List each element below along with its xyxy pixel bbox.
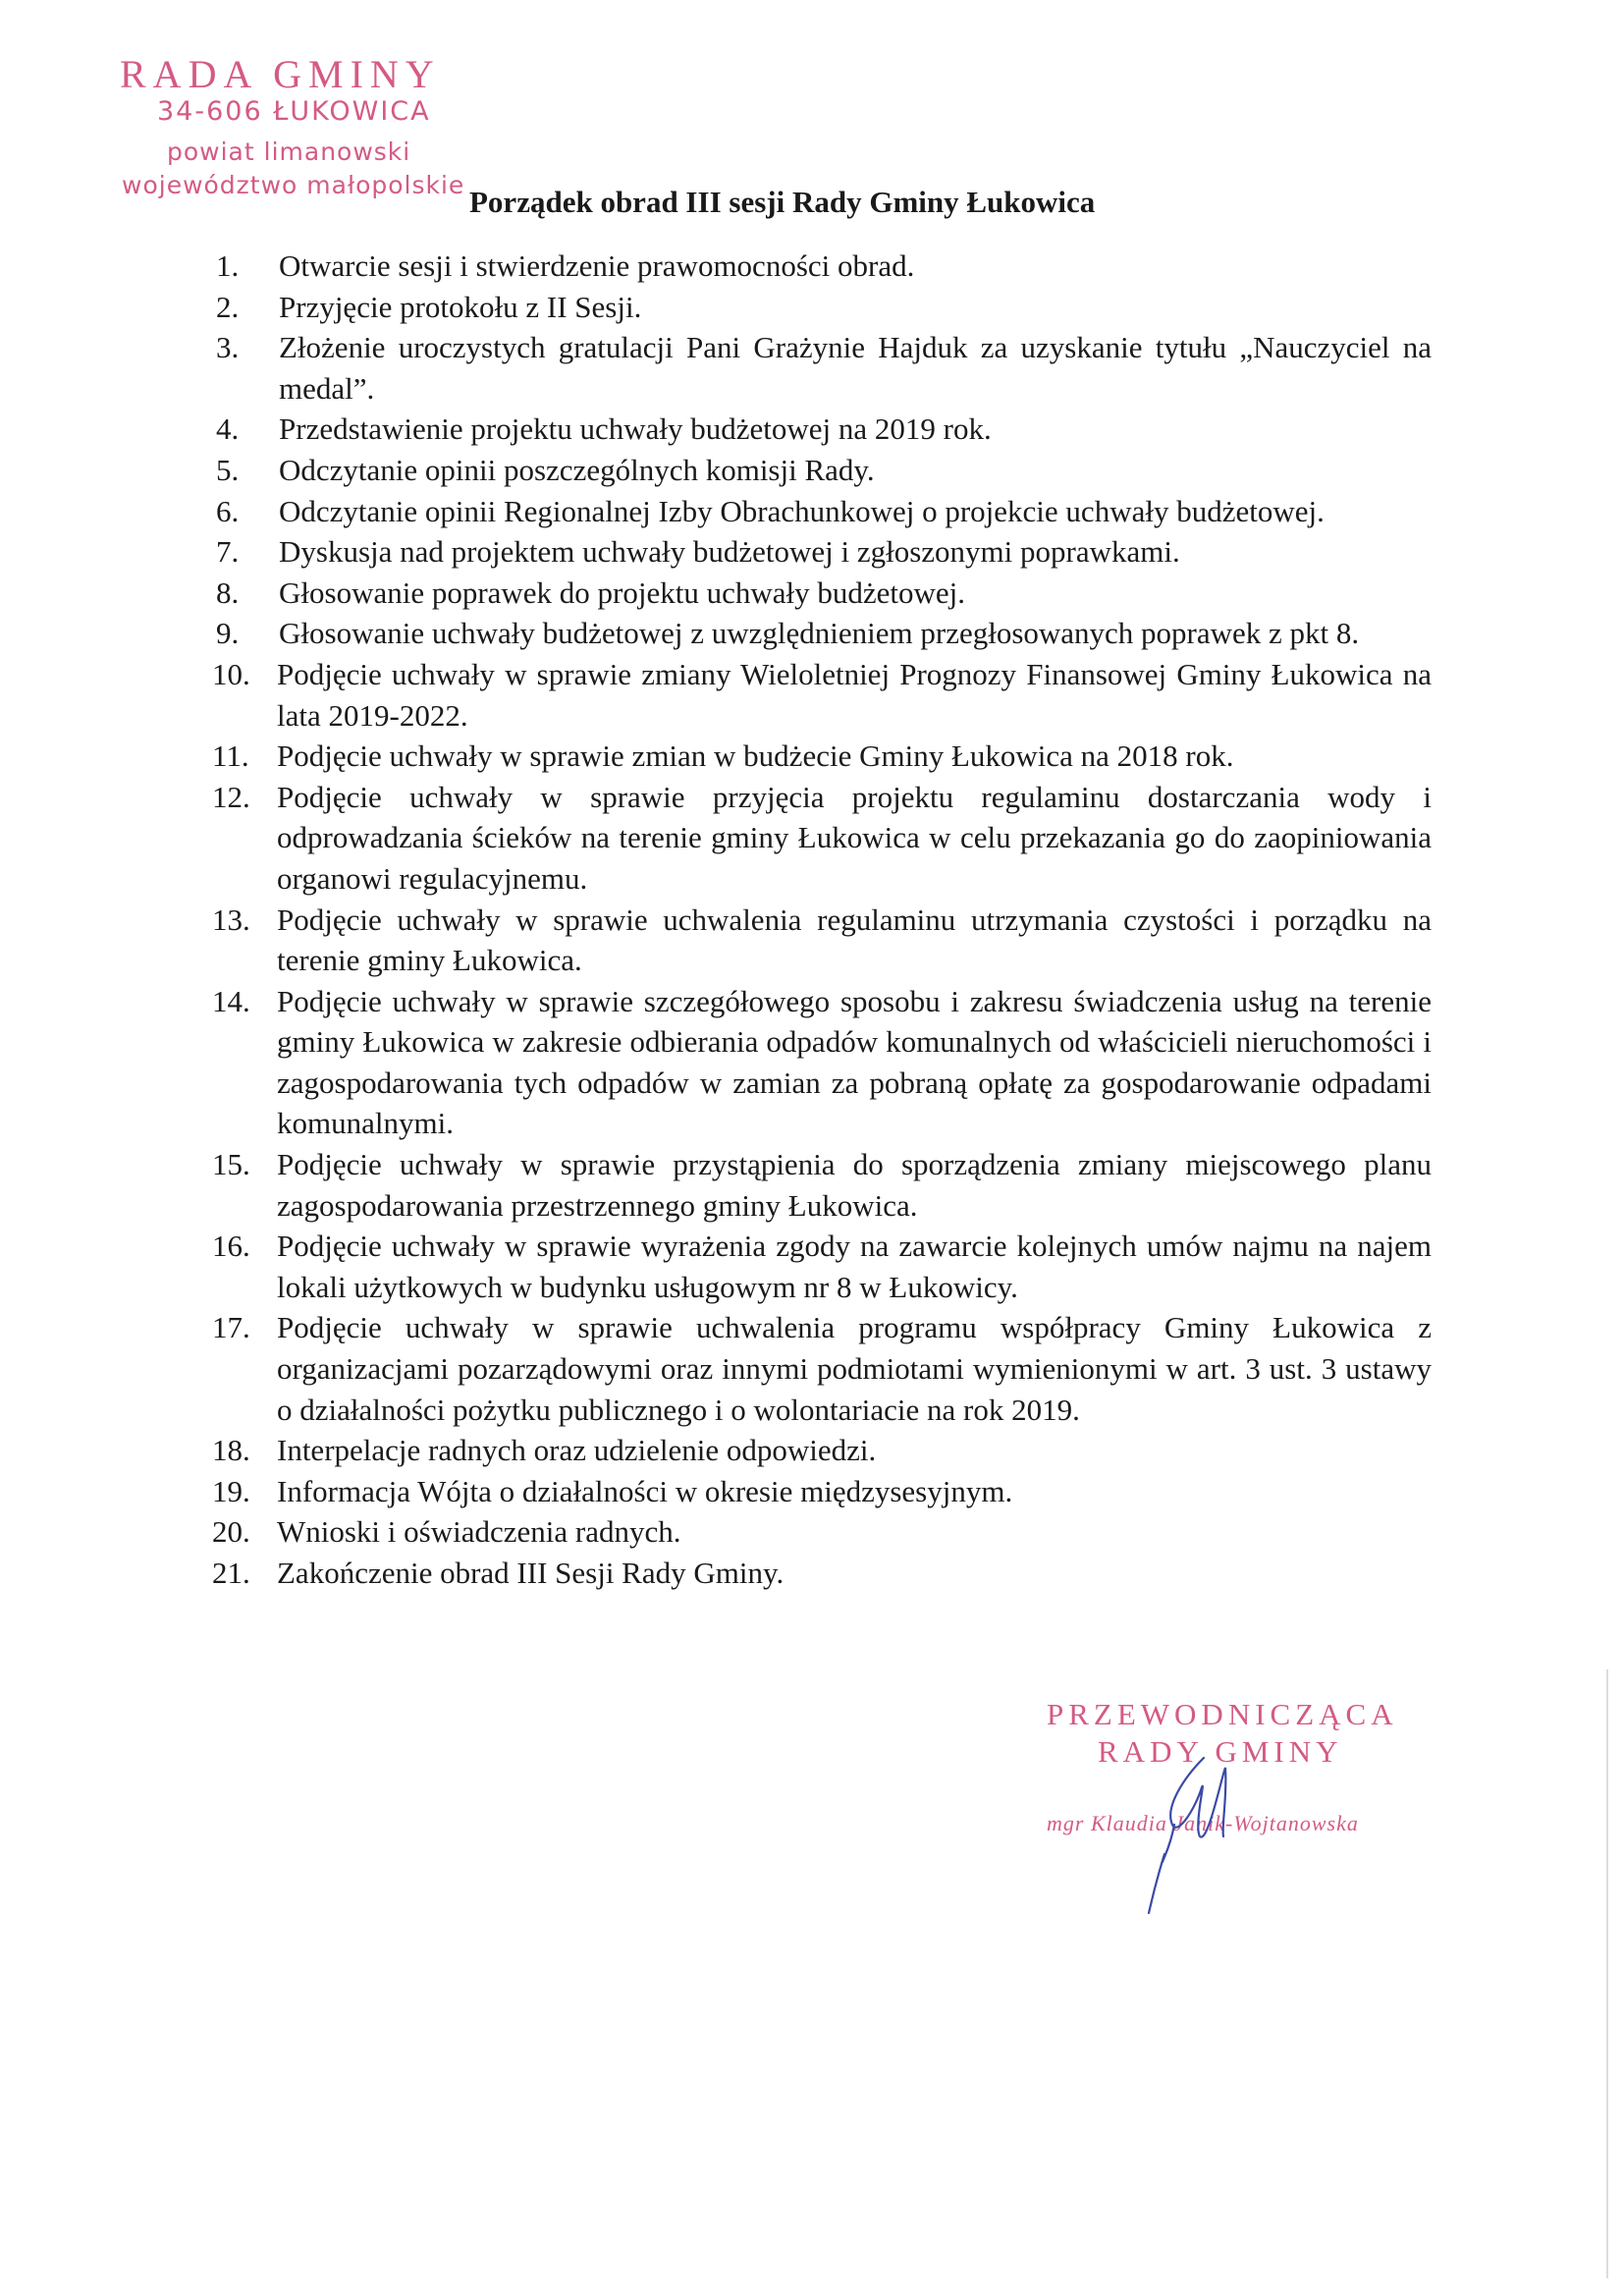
agenda-item <box>212 900 1432 981</box>
agenda-item <box>216 491 1432 532</box>
agenda-item <box>212 1511 1432 1553</box>
agenda-item-text: Głosowanie poprawek do projektu uchwały budżetowej. <box>279 574 966 610</box>
agenda-item <box>216 531 1432 573</box>
agenda-item-text: Wnioski i oświadczenia radnych. <box>277 1514 681 1550</box>
agenda-item <box>216 327 1432 409</box>
agenda-item <box>212 1553 1432 1594</box>
agenda-item-text: Interpelacje radnych oraz udzielenie odpowiedzi. <box>277 1433 877 1468</box>
agenda-item-number: 8. <box>216 574 240 610</box>
agenda-item-number: 1. <box>216 248 240 283</box>
agenda-item-number: 15. <box>212 1147 250 1182</box>
agenda-item-text: Podjęcie uchwały w sprawie zmian w budżecie Gminy Łukowica na 2018 rok. <box>277 738 1234 774</box>
agenda-item-text: Zakończenie obrad III Sesji Rady Gminy. <box>277 1556 784 1590</box>
agenda-item <box>216 613 1432 654</box>
agenda-item <box>212 736 1432 777</box>
agenda-item-number: 12. <box>212 779 250 814</box>
agenda-item-number: 10. <box>212 656 250 691</box>
agenda-item-text: Podjęcie uchwały w sprawie uchwalenia programu współpracy Gminy Łukowica z organizacjami pozarządowymi oraz innymi podmiotami wymienionymi w art. 3 ust. 3 ustawy o działalności pożytku publicznego i o wolontariacie na rok 2019. <box>277 1310 1432 1427</box>
agenda-item-text: Głosowanie uchwały budżetowej z uwzględnieniem przegłosowanych poprawek z pkt 8. <box>279 616 1360 651</box>
agenda-item <box>216 246 1432 287</box>
agenda-item <box>212 981 1432 1144</box>
stamp-line-voivodeship: województwo małopolskie <box>122 171 465 199</box>
agenda-item-text: Podjęcie uchwały w sprawie zmiany Wieloletniej Prognozy Finansowej Gminy Łukowica na lata 2019-2022. <box>277 656 1432 733</box>
agenda-item-number: 20. <box>212 1514 250 1550</box>
scan-edge <box>1606 1669 1608 2278</box>
agenda-item-number: 19. <box>212 1473 250 1508</box>
agenda-item <box>216 287 1432 328</box>
agenda-item <box>212 777 1432 900</box>
agenda-item-text: Podjęcie uchwały w sprawie przyjęcia projektu regulaminu dostarczania wody i odprowadzania ścieków na terenie gminy Łukowica w celu przekazania go do zaopiniowania organowi regulacyjnemu. <box>277 779 1432 896</box>
agenda-item-number: 3. <box>216 330 240 365</box>
agenda-item <box>212 1226 1432 1307</box>
agenda-item <box>216 450 1432 491</box>
handwritten-signature <box>1106 1738 1272 1915</box>
agenda-item <box>212 1144 1432 1226</box>
stamp-line-council: RADA GMINY <box>120 52 441 96</box>
agenda-item-text: Informacja Wójta o działalności w okresie międzysesyjnym. <box>277 1473 1013 1508</box>
agenda-item-number: 5. <box>216 452 240 487</box>
agenda-item-text: Odczytanie opinii poszczególnych komisji Rady. <box>279 452 875 487</box>
document-title: Porządek obrad III sesji Rady Gminy Łukowica <box>469 185 1096 219</box>
agenda-item <box>212 1307 1432 1430</box>
agenda-item-text: Otwarcie sesji i stwierdzenie prawomocności obrad. <box>279 248 915 283</box>
agenda-item-text: Przyjęcie protokołu z II Sesji. <box>279 289 642 324</box>
stamp-line-postcode: 34-606 ŁUKOWICA <box>157 96 431 127</box>
agenda-item-text: Przedstawienie projektu uchwały budżetowej na 2019 rok. <box>279 411 992 447</box>
agenda-item-number: 7. <box>216 534 240 570</box>
agenda-item-number: 11. <box>212 738 249 774</box>
agenda-item-number: 16. <box>212 1229 250 1264</box>
agenda-item <box>216 409 1432 450</box>
agenda-item <box>212 654 1432 736</box>
agenda-list <box>212 246 1432 1594</box>
agenda-item-number: 18. <box>212 1433 250 1468</box>
agenda-item-number: 6. <box>216 493 240 528</box>
agenda-item-number: 14. <box>212 983 250 1018</box>
agenda-item-number: 9. <box>216 616 240 651</box>
stamp-line-title: PRZEWODNICZĄCA <box>1047 1697 1398 1731</box>
stamp-line-body: RADY GMINY <box>1098 1734 1343 1769</box>
agenda-item-text: Podjęcie uchwały w sprawie przystąpienia do sporządzenia zmiany miejscowego planu zagospodarowania przestrzennego gminy Łukowica. <box>277 1147 1432 1223</box>
agenda-item <box>212 1430 1432 1471</box>
agenda-item-text: Podjęcie uchwały w sprawie szczegółowego sposobu i zakresu świadczenia usług na terenie gminy Łukowica w zakresie odbierania odpadów komunalnych od właścicieli nieruchomości i zagospodarowania tych odpadów w zamian za pobraną opłatę za gospodarowanie odpadami komunalnymi. <box>277 983 1432 1141</box>
agenda-item-number: 17. <box>212 1310 250 1345</box>
agenda-item-number: 21. <box>212 1556 250 1590</box>
agenda-item-text: Dyskusja nad projektem uchwały budżetowej i zgłoszonymi poprawkami. <box>279 534 1180 570</box>
agenda-item <box>212 1471 1432 1512</box>
agenda-item-text: Podjęcie uchwały w sprawie wyrażenia zgody na zawarcie kolejnych umów najmu na najem lokali użytkowych w budynku usługowym nr 8 w Łukowicy. <box>277 1229 1432 1304</box>
agenda-item-text: Złożenie uroczystych gratulacji Pani Grażynie Hajduk za uzyskanie tytułu „Nauczyciel na medal”. <box>279 330 1432 406</box>
agenda-item-text: Podjęcie uchwały w sprawie uchwalenia regulaminu utrzymania czystości i porządku na terenie gminy Łukowica. <box>277 902 1432 978</box>
agenda-item-number: 2. <box>216 289 240 324</box>
stamp-line-district: powiat limanowski <box>167 137 411 166</box>
agenda-item-number: 13. <box>212 902 250 937</box>
agenda-item-text: Odczytanie opinii Regionalnej Izby Obrachunkowej o projekcie uchwały budżetowej. <box>279 493 1325 528</box>
agenda-item <box>216 573 1432 614</box>
stamp-line-name: mgr Klaudia Janik-Wojtanowska <box>1047 1811 1359 1835</box>
agenda-item-number: 4. <box>216 411 240 447</box>
